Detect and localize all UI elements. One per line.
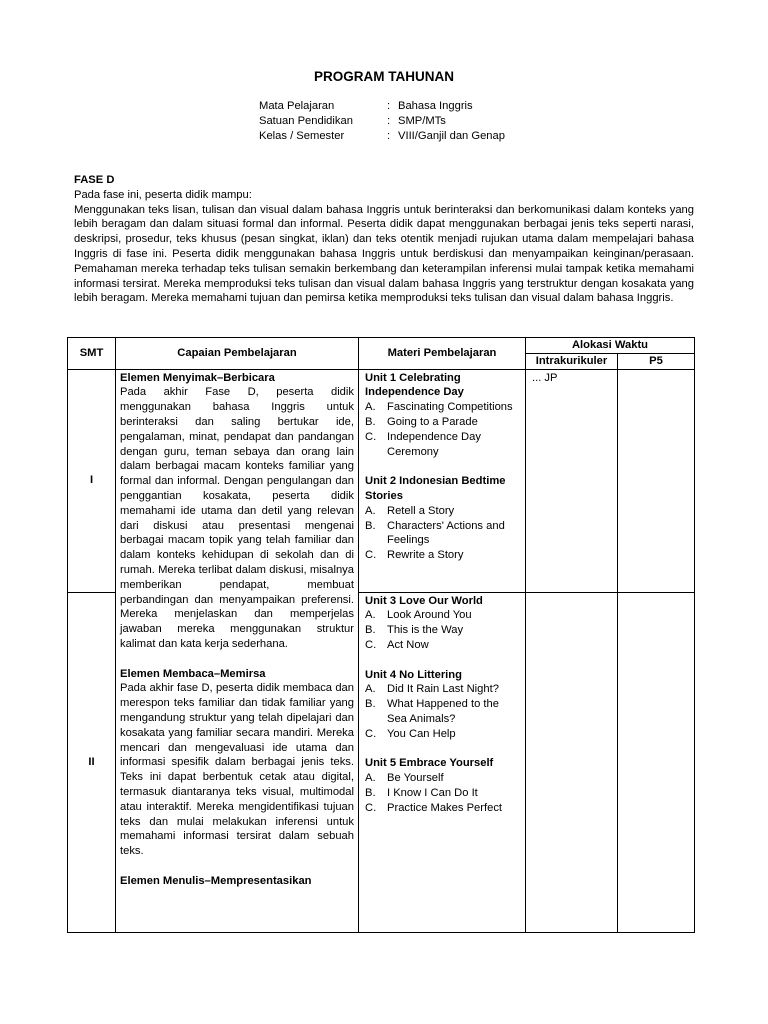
unit-title: Unit 2 Indonesian Bedtime Stories bbox=[365, 475, 506, 502]
header-capaian: Capaian Pembelajaran bbox=[116, 338, 359, 370]
intrakurikuler-cell bbox=[526, 592, 618, 932]
p5-cell bbox=[618, 369, 695, 592]
intrakurikuler-cell: ... JP bbox=[526, 369, 618, 592]
materi-cell-sem2 bbox=[359, 592, 526, 932]
list-item: A. Did It Rain Last Night? bbox=[365, 683, 499, 696]
meta-value: Bahasa Inggris bbox=[398, 100, 473, 112]
meta-sep: : bbox=[387, 115, 391, 127]
list-item: C. Rewrite a Story bbox=[365, 549, 464, 562]
capaian-heading: Elemen Membaca–Memirsa bbox=[120, 667, 266, 680]
program-table bbox=[67, 337, 695, 933]
list-item: B. This is the Way bbox=[365, 624, 464, 637]
meta-value: VIII/Ganjil dan Genap bbox=[398, 130, 505, 142]
p5-cell bbox=[618, 592, 695, 932]
header-p5: P5 bbox=[618, 353, 695, 369]
document-meta bbox=[259, 99, 505, 144]
meta-row-school bbox=[259, 114, 505, 129]
capaian-cell bbox=[116, 369, 359, 932]
list-item: A. Be Yourself bbox=[365, 772, 444, 785]
fase-paragraph: Menggunakan teks lisan, tulisan dan visual dalam bahasa Inggris untuk berinteraksi dan berkomunikasi dalam konteks yang lebih beragam dan dalam situasi formal dan informal. Peserta didik dapat menggunakan berbagai jenis teks seperti narasi, deskripsi, prosedur, teks khusus (pesan singkat, iklan) dan teks otentik menjadi rujukan utama dalam mempelajari bahasa Inggris di fase ini. Peserta didik menggunakan bahasa Inggris untuk berdiskusi dan menyampaikan keinginan/perasaan. Pemahaman mereka terhadap teks tulisan semakin berkembang dan keterampilan inferensi mulai tampak ketika memahami informasi tersirat. Mereka memproduksi teks tulisan dan visual dalam bahasa Inggris yang terstruktur dengan kosakata yang lebih beragam. Mereka memahami tujuan dan pemirsa ketika memproduksi teks tulisan dan visual dalam bahasa Inggris. bbox=[74, 203, 694, 305]
header-smt: SMT bbox=[68, 338, 116, 370]
materi-cell-sem1 bbox=[359, 369, 526, 592]
meta-key: Mata Pelajaran bbox=[259, 100, 335, 112]
meta-value: SMP/MTs bbox=[398, 115, 446, 127]
list-item: C. Act Now bbox=[365, 638, 429, 651]
capaian-heading: Elemen Menulis–Mempresentasikan bbox=[120, 874, 312, 887]
meta-row-subject bbox=[259, 99, 505, 114]
list-item: A. Retell a Story bbox=[365, 504, 455, 517]
meta-sep: : bbox=[387, 100, 391, 112]
unit-title: Unit 3 Love Our World bbox=[365, 594, 483, 607]
meta-sep: : bbox=[387, 130, 391, 142]
smt-cell: II bbox=[68, 592, 116, 932]
fase-lead: Pada fase ini, peserta didik mampu: bbox=[74, 188, 252, 201]
list-item: B. What Happened to the Sea Animals? bbox=[365, 698, 499, 725]
list-item: C. You Can Help bbox=[365, 727, 456, 740]
header-alokasi: Alokasi Waktu bbox=[526, 338, 695, 354]
meta-key: Satuan Pendidikan bbox=[259, 115, 353, 127]
header-intrakurikuler: Intrakurikuler bbox=[526, 353, 618, 369]
list-item: A. Fascinating Competitions bbox=[365, 401, 513, 414]
capaian-heading: Elemen Menyimak–Berbicara bbox=[120, 371, 275, 384]
capaian-text: Pada akhir Fase D, peserta didik menggunakan bahasa Inggris untuk berinteraksi dan saling bertukar ide, pengalaman, minat, pendapat dan pandangan dengan guru, teman sebaya dan orang lain dalam berbagai macam konteks familiar yang formal dan informal. Dengan pengulangan dan penggantian kosakata, peserta didik memahami ide utama dan detil yang relevan dari diskusi atau presentasi mengenai berbagai macam topik yang telah familiar dan dalam konteks kehidupan di sekolah dan di rumah. Mereka terlibat dalam diskusi, misalnya memberikan pendapat, membuat perbandingan dan menyampaikan preferensi. Mereka menjelaskan dan memperjelas jawaban mereka menggunakan struktur kalimat dan kata kerja sederhana. bbox=[120, 386, 354, 650]
list-item: B. Going to a Parade bbox=[365, 415, 478, 428]
list-item: B. I Know I Can Do It bbox=[365, 786, 478, 799]
header-materi: Materi Pembelajaran bbox=[359, 338, 526, 370]
fase-section bbox=[74, 173, 694, 306]
list-item: C. Practice Makes Perfect bbox=[365, 801, 503, 814]
capaian-text: Pada akhir fase D, peserta didik membaca dan merespon teks familiar dan tidak familiar yang mengandung struktur yang telah dipelajari dan kosakata yang familiar secara mandiri. Mereka mencari dan mengevaluasi ide utama dan informasi spesifik dalam berbagai jenis teks. Teks ini dapat berbentuk cetak atau digital, termasuk diantaranya teks visual, multimodal atau interaktif. Mereka mengidentifikasi tujuan teks dan mulai melakukan inferensi untuk memahami informasi tersirat dalam sebuah teks. bbox=[120, 682, 354, 858]
list-item: B. Characters' Actions and Feelings bbox=[365, 519, 505, 547]
unit-title: Unit 5 Embrace Yourself bbox=[365, 757, 494, 770]
meta-key: Kelas / Semester bbox=[259, 130, 345, 142]
smt-cell: I bbox=[68, 369, 116, 592]
list-item: C. Independence Day Ceremony bbox=[365, 430, 481, 458]
unit-title: Unit 4 No Littering bbox=[365, 668, 462, 681]
fase-heading: FASE D bbox=[74, 174, 115, 186]
list-item: A. Look Around You bbox=[365, 609, 472, 622]
page-title: PROGRAM TAHUNAN bbox=[314, 69, 454, 84]
unit-title: Unit 1 Celebrating Independence Day bbox=[365, 371, 464, 399]
meta-row-class bbox=[259, 129, 505, 144]
